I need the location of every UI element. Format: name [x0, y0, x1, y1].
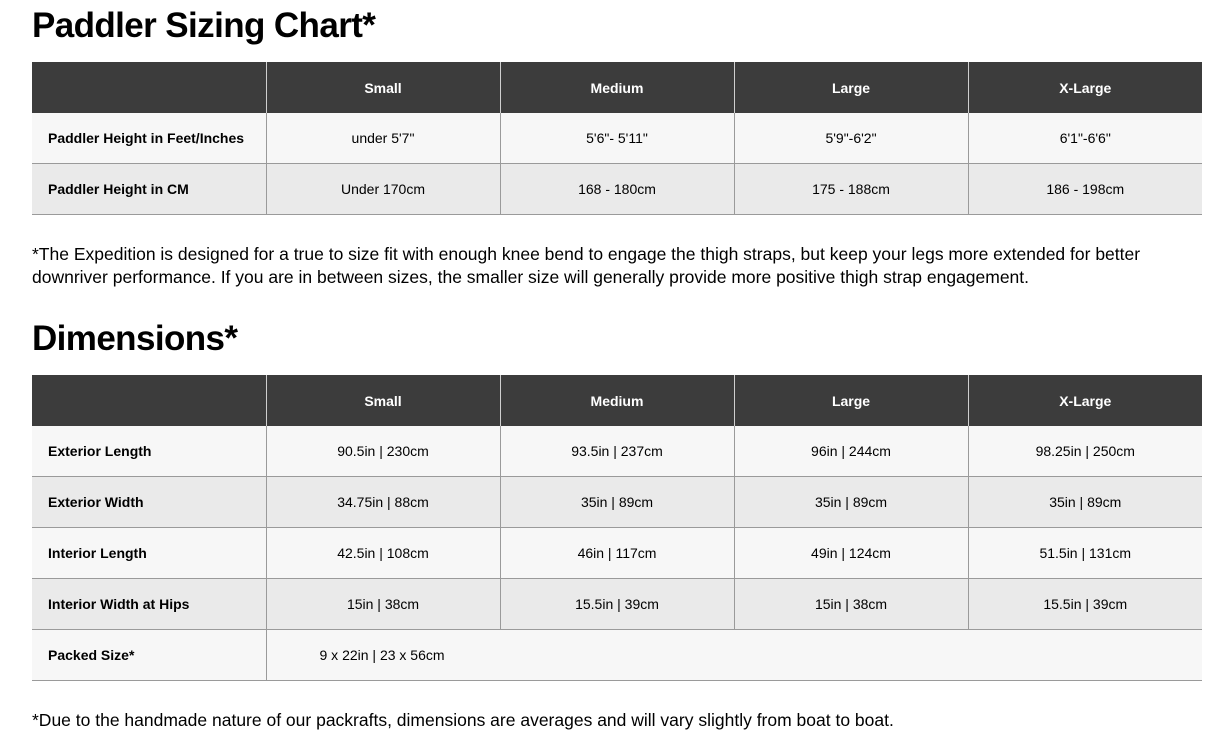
row-label: Exterior Width [32, 477, 266, 528]
row-label: Interior Length [32, 528, 266, 579]
header-cell-medium: Medium [500, 62, 734, 113]
table-cell: 34.75in | 88cm [266, 477, 500, 528]
table-cell: 93.5in | 237cm [500, 426, 734, 477]
table-cell: 96in | 244cm [734, 426, 968, 477]
table-row-packed-size [32, 630, 1202, 681]
row-label: Paddler Height in CM [32, 164, 266, 215]
table-cell: 186 - 198cm [968, 164, 1202, 215]
dimensions-footnote: *Due to the handmade nature of our packrafts, dimensions are averages and will vary slightly from boat to boat. [32, 710, 894, 730]
table-cell: 15in | 38cm [734, 579, 968, 630]
table-cell: 49in | 124cm [734, 528, 968, 579]
table-cell: 15.5in | 39cm [968, 579, 1202, 630]
table-cell: 51.5in | 131cm [968, 528, 1202, 579]
header-cell-small: Small [266, 62, 500, 113]
table-cell: 168 - 180cm [500, 164, 734, 215]
row-label: Exterior Length [32, 426, 266, 477]
header-cell-empty [32, 62, 266, 113]
header-cell-xlarge: X-Large [968, 375, 1202, 426]
sizing-table [32, 62, 1202, 215]
table-header-row [32, 375, 1202, 426]
table-cell: 15.5in | 39cm [500, 579, 734, 630]
table-cell: 46in | 117cm [500, 528, 734, 579]
table-row [32, 164, 1202, 215]
sizing-footnote: *The Expedition is designed for a true to size fit with enough knee bend to engage the thigh straps, but keep your legs more extended for better downriver performance. If you are in between sizes, the smaller size will generally provide more positive thigh strap engagement. [32, 244, 1141, 287]
table-cell: under 5'7" [266, 113, 500, 164]
row-label: Paddler Height in Feet/Inches [32, 113, 266, 164]
header-cell-large: Large [734, 62, 968, 113]
table-cell: 42.5in | 108cm [266, 528, 500, 579]
row-label: Packed Size* [32, 630, 266, 681]
table-row [32, 477, 1202, 528]
packed-size-value: 9 x 22in | 23 x 56cm [266, 630, 1202, 681]
table-cell: 15in | 38cm [266, 579, 500, 630]
table-row [32, 528, 1202, 579]
header-cell-large: Large [734, 375, 968, 426]
table-cell: 98.25in | 250cm [968, 426, 1202, 477]
header-cell-medium: Medium [500, 375, 734, 426]
dimensions-table [32, 375, 1202, 681]
table-cell: 35in | 89cm [968, 477, 1202, 528]
header-cell-xlarge: X-Large [968, 62, 1202, 113]
table-cell: 6'1"-6'6" [968, 113, 1202, 164]
sizing-chart-title: Paddler Sizing Chart* [32, 6, 376, 45]
table-cell: 5'9"-6'2" [734, 113, 968, 164]
table-cell: 5'6"- 5'11" [500, 113, 734, 164]
dimensions-title: Dimensions* [32, 319, 238, 358]
table-header-row [32, 62, 1202, 113]
row-label: Interior Width at Hips [32, 579, 266, 630]
table-cell: Under 170cm [266, 164, 500, 215]
table-cell: 175 - 188cm [734, 164, 968, 215]
table-cell: 35in | 89cm [734, 477, 968, 528]
table-cell: 35in | 89cm [500, 477, 734, 528]
header-cell-small: Small [266, 375, 500, 426]
table-cell: 90.5in | 230cm [266, 426, 500, 477]
table-row [32, 426, 1202, 477]
table-row [32, 113, 1202, 164]
table-row [32, 579, 1202, 630]
header-cell-empty [32, 375, 266, 426]
